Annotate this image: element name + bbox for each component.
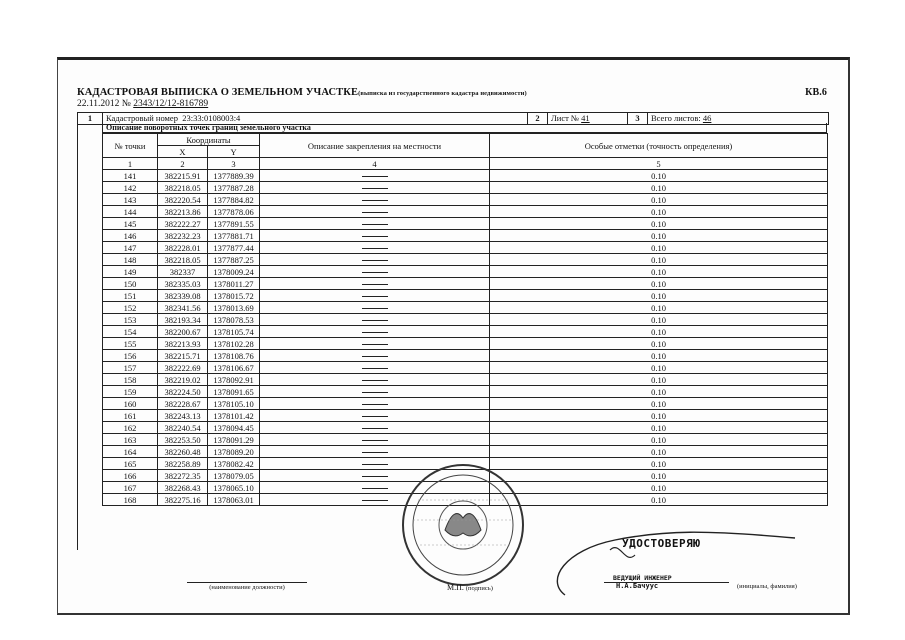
coord-y-cell: 1378091.65 [208,386,260,398]
coord-y-cell: 1378101.42 [208,410,260,422]
point-number-cell: 152 [103,302,158,314]
dash-mark [362,236,388,237]
coord-x-cell: 382240.54 [158,422,208,434]
point-number-cell: 157 [103,362,158,374]
point-number-cell: 167 [103,482,158,494]
table-row [103,206,828,218]
accuracy-cell: 0.10 [490,194,828,206]
point-number-cell: 164 [103,446,158,458]
coord-x-cell: 382243.13 [158,410,208,422]
dash-mark [362,500,388,501]
coord-y-cell: 1378089.20 [208,446,260,458]
dash-mark [362,368,388,369]
dash-mark [362,260,388,261]
coord-x-cell: 382341.56 [158,302,208,314]
table-row [103,194,828,206]
coord-y-cell: 1378079.05 [208,470,260,482]
dash-mark [362,296,388,297]
coord-x-cell: 382272.35 [158,470,208,482]
point-number-cell: 161 [103,410,158,422]
coord-y-cell: 1377887.28 [208,182,260,194]
table-row [103,446,828,458]
dash-mark [362,272,388,273]
point-number-cell: 166 [103,470,158,482]
coord-x-cell: 382275.16 [158,494,208,506]
point-number-cell: 148 [103,254,158,266]
coord-y-cell: 1378102.28 [208,338,260,350]
coord-x-cell: 382213.86 [158,206,208,218]
coord-x-cell: 382228.67 [158,398,208,410]
description-cell [260,314,490,326]
coord-x-cell: 382215.91 [158,170,208,182]
table-row [103,278,828,290]
document-title: КАДАСТРОВАЯ ВЫПИСКА О ЗЕМЕЛЬНОМ УЧАСТКЕ [77,87,359,98]
table-row [103,266,828,278]
point-number-cell: 156 [103,350,158,362]
table-row [103,374,828,386]
cadastral-label: Кадастровый номер [106,113,178,123]
accuracy-cell: 0.10 [490,374,828,386]
coord-y-cell: 1378105.74 [208,326,260,338]
coord-x-cell: 382219.02 [158,374,208,386]
coord-x-cell: 382228.01 [158,242,208,254]
col-number-5: 5 [490,158,828,170]
accuracy-cell: 0.10 [490,434,828,446]
coord-y-cell: 1378105.10 [208,398,260,410]
accuracy-cell: 0.10 [490,218,828,230]
coord-x-cell: 382215.71 [158,350,208,362]
coord-x-cell: 382222.69 [158,362,208,374]
table-row [103,422,828,434]
description-cell [260,194,490,206]
coord-x-cell: 382220.54 [158,194,208,206]
accuracy-cell: 0.10 [490,446,828,458]
description-cell [260,218,490,230]
table-row [103,326,828,338]
coord-y-cell: 1378009.24 [208,266,260,278]
accuracy-cell: 0.10 [490,242,828,254]
accuracy-cell: 0.10 [490,494,828,506]
coord-y-cell: 1377878.06 [208,206,260,218]
initials-caption: (инициалы, фамилия) [737,583,797,590]
col-number-1: 1 [103,158,158,170]
point-number-cell: 150 [103,278,158,290]
document-title-sub: (выписка из государственного кадастра недвижимости) [358,90,527,97]
point-number-cell: 141 [103,170,158,182]
coord-y-cell: 1378013.69 [208,302,260,314]
turning-points-table [102,133,828,506]
coord-x-cell: 382193.34 [158,314,208,326]
description-cell [260,254,490,266]
dash-mark [362,308,388,309]
description-cell [260,170,490,182]
coord-x-cell: 382213.93 [158,338,208,350]
point-number-cell: 165 [103,458,158,470]
header-col3: 3 [628,113,648,124]
point-number-cell: 142 [103,182,158,194]
point-number-cell: 159 [103,386,158,398]
table-row [103,230,828,242]
accuracy-cell: 0.10 [490,482,828,494]
table-row [103,218,828,230]
coord-y-cell: 1378091.29 [208,434,260,446]
coord-y-cell: 1377884.82 [208,194,260,206]
coord-x-cell: 382232.23 [158,230,208,242]
coord-y-cell: 1378015.72 [208,290,260,302]
coord-y-cell: 1377887.25 [208,254,260,266]
cadastral-number: 23:33:0108003:4 [182,113,241,123]
coord-x-cell: 382222.27 [158,218,208,230]
point-number-cell: 146 [103,230,158,242]
point-number-cell: 162 [103,422,158,434]
description-cell [260,206,490,218]
sheet-label: Лист № [551,113,582,123]
point-number-cell: 158 [103,374,158,386]
coord-x-cell: 382258.89 [158,458,208,470]
coord-y-cell: 1378094.45 [208,422,260,434]
description-cell [260,350,490,362]
sheet-number: 41 [581,113,590,123]
accuracy-cell: 0.10 [490,398,828,410]
description-cell [260,266,490,278]
approve-stamp-text: УДОСТОВЕРЯЮ [622,537,701,550]
table-row [103,398,828,410]
mp-caption: (подпись) [465,585,493,592]
dash-mark [362,224,388,225]
header-notes: Особые отметки (точность определения) [490,134,828,158]
table-row [103,362,828,374]
coord-y-cell: 1378108.76 [208,350,260,362]
accuracy-cell: 0.10 [490,386,828,398]
dash-mark [362,332,388,333]
point-number-cell: 168 [103,494,158,506]
description-cell [260,230,490,242]
coord-x-cell: 382218.05 [158,182,208,194]
coord-y-cell: 1378082.42 [208,458,260,470]
point-number-cell: 143 [103,194,158,206]
description-cell [260,410,490,422]
accuracy-cell: 0.10 [490,278,828,290]
description-cell [260,302,490,314]
accuracy-cell: 0.10 [490,422,828,434]
coord-y-cell: 1377889.39 [208,170,260,182]
accuracy-cell: 0.10 [490,266,828,278]
accuracy-cell: 0.10 [490,470,828,482]
description-cell [260,326,490,338]
point-number-cell: 155 [103,338,158,350]
dash-mark [362,392,388,393]
coord-y-cell: 1378078.53 [208,314,260,326]
accuracy-cell: 0.10 [490,314,828,326]
accuracy-cell: 0.10 [490,410,828,422]
point-number-cell: 145 [103,218,158,230]
dash-mark [362,440,388,441]
header-y: Y [208,146,260,158]
coord-y-cell: 1378106.67 [208,362,260,374]
dash-mark [362,344,388,345]
seal-stamp [398,460,528,590]
header-x: X [158,146,208,158]
coord-x-cell: 382200.67 [158,326,208,338]
description-cell [260,434,490,446]
header-col2: 2 [528,113,548,124]
table-row [103,302,828,314]
table-row [103,410,828,422]
coord-x-cell: 382253.50 [158,434,208,446]
dash-mark [362,320,388,321]
accuracy-cell: 0.10 [490,350,828,362]
dash-mark [362,188,388,189]
dash-mark [362,212,388,213]
dash-mark [362,452,388,453]
point-number-cell: 163 [103,434,158,446]
form-code: КВ.6 [805,87,827,98]
accuracy-cell: 0.10 [490,254,828,266]
description-cell [260,446,490,458]
description-cell [260,182,490,194]
engineer-name: Н.А.Бачуус [616,582,659,590]
dash-mark [362,428,388,429]
dash-mark [362,416,388,417]
coord-x-cell: 382224.50 [158,386,208,398]
table-row [103,254,828,266]
engineer-title: ВЕДУЩИЙ ИНЖЕНЕР [613,574,672,582]
sheets-total: 46 [702,113,712,123]
accuracy-cell: 0.10 [490,170,828,182]
coord-x-cell: 382260.48 [158,446,208,458]
accuracy-cell: 0.10 [490,302,828,314]
description-cell [260,422,490,434]
coord-y-cell: 1378011.27 [208,278,260,290]
coord-x-cell: 382268.43 [158,482,208,494]
accuracy-cell: 0.10 [490,338,828,350]
section-title: Описание поворотных точек границ земельного участка [102,123,827,133]
coord-y-cell: 1377891.55 [208,218,260,230]
accuracy-cell: 0.10 [490,206,828,218]
coord-x-cell: 382337 [158,266,208,278]
col-number-4: 4 [260,158,490,170]
table-row [103,170,828,182]
dash-mark [362,476,388,477]
table-row [103,182,828,194]
description-cell [260,398,490,410]
date-number-ref: 2343/12/12-816789 [133,99,209,109]
col-number-3: 3 [208,158,260,170]
description-cell [260,242,490,254]
header-description: Описание закрепления на местности [260,134,490,158]
accuracy-cell: 0.10 [490,290,828,302]
dash-mark [362,200,388,201]
date-number-prefix: 22.11.2012 № [77,99,134,109]
signature-line [604,582,729,583]
point-number-cell: 153 [103,314,158,326]
coord-y-cell: 1378065.10 [208,482,260,494]
coord-y-cell: 1378063.01 [208,494,260,506]
point-number-cell: 149 [103,266,158,278]
coord-y-cell: 1378092.91 [208,374,260,386]
dash-mark [362,488,388,489]
description-cell [260,386,490,398]
sheets-total-label: Всего листов: [651,113,703,123]
coord-x-cell: 382218.05 [158,254,208,266]
accuracy-cell: 0.10 [490,362,828,374]
coord-x-cell: 382339.08 [158,290,208,302]
accuracy-cell: 0.10 [490,230,828,242]
point-number-cell: 147 [103,242,158,254]
left-margin-column [77,123,103,550]
point-number-cell: 154 [103,326,158,338]
accuracy-cell: 0.10 [490,326,828,338]
col-number-2: 2 [158,158,208,170]
table-row [103,242,828,254]
dash-mark [362,404,388,405]
description-cell [260,374,490,386]
accuracy-cell: 0.10 [490,458,828,470]
dash-mark [362,380,388,381]
header-coords: Координаты [158,134,260,146]
dash-mark [362,248,388,249]
description-cell [260,362,490,374]
header-point-no: № точки [103,134,158,158]
table-row [103,350,828,362]
description-cell [260,338,490,350]
point-number-cell: 144 [103,206,158,218]
table-row [103,434,828,446]
document-title-row [77,87,827,98]
position-caption: (наименование должности) [187,582,307,591]
table-row [103,338,828,350]
table-row [103,386,828,398]
dash-mark [362,284,388,285]
coord-y-cell: 1377877.44 [208,242,260,254]
table-body [103,170,828,506]
point-number-cell: 151 [103,290,158,302]
coord-x-cell: 382335.03 [158,278,208,290]
header-row-no: 1 [78,113,103,124]
description-cell [260,290,490,302]
point-number-cell: 160 [103,398,158,410]
description-cell [260,278,490,290]
date-number [77,99,208,109]
mp-text: М.П. [447,583,464,592]
table-row [103,314,828,326]
dash-mark [362,464,388,465]
mp-label [447,583,493,592]
dash-mark [362,356,388,357]
coord-y-cell: 1377881.71 [208,230,260,242]
table-row [103,290,828,302]
dash-mark [362,176,388,177]
accuracy-cell: 0.10 [490,182,828,194]
